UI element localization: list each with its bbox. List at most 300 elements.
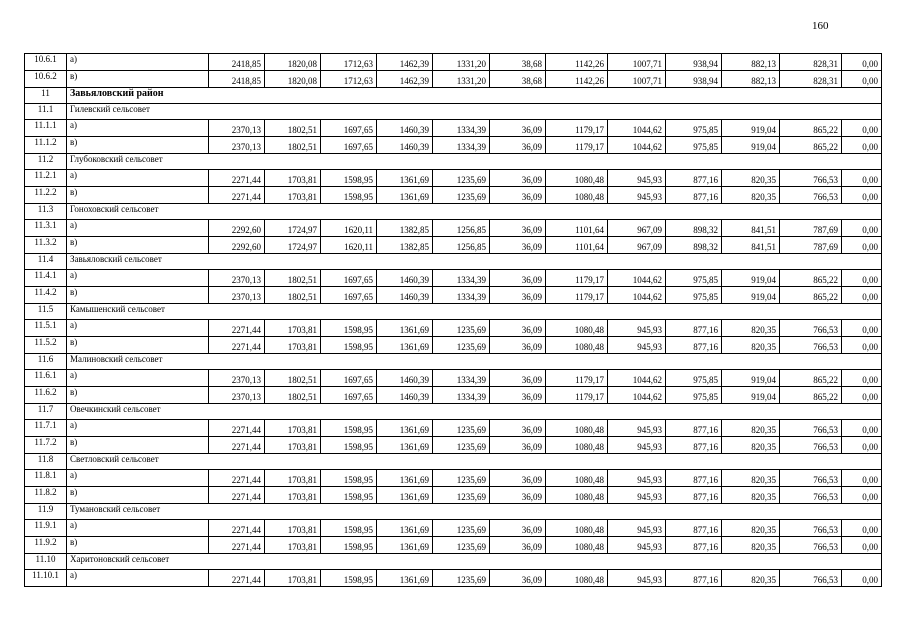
value-cell: 1598,95 [321, 337, 377, 354]
council-header-row [25, 554, 882, 570]
row-code: 11.6 [25, 354, 67, 370]
value-cell: 1802,51 [265, 387, 321, 404]
value-cell: 841,51 [722, 237, 780, 254]
value-cell: 1598,95 [321, 320, 377, 337]
value-cell: 1703,81 [265, 487, 321, 504]
value-cell: 1598,95 [321, 187, 377, 204]
value-cell: 919,04 [722, 270, 780, 287]
row-label: а) [67, 170, 209, 187]
value-cell: 919,04 [722, 387, 780, 404]
value-cell: 975,85 [666, 270, 722, 287]
value-cell: 36,09 [490, 437, 546, 454]
value-cell: 36,09 [490, 337, 546, 354]
table-row [25, 287, 882, 304]
value-cell: 898,32 [666, 237, 722, 254]
value-cell: 2271,44 [209, 437, 265, 454]
value-cell: 975,85 [666, 370, 722, 387]
row-code: 11.7.1 [25, 420, 67, 437]
value-cell: 865,22 [780, 370, 842, 387]
value-cell: 1460,39 [377, 387, 433, 404]
value-cell: 877,16 [666, 170, 722, 187]
value-cell: 1334,39 [433, 370, 490, 387]
table-row [25, 437, 882, 454]
value-cell: 1044,62 [608, 120, 666, 137]
row-code: 11.2 [25, 154, 67, 170]
row-label: в) [67, 287, 209, 304]
row-code: 11.5.2 [25, 337, 67, 354]
value-cell: 36,09 [490, 537, 546, 554]
value-cell: 1080,48 [546, 520, 608, 537]
value-cell: 0,00 [842, 487, 882, 504]
value-cell: 1334,39 [433, 120, 490, 137]
table-row [25, 54, 882, 71]
row-code: 11 [25, 88, 67, 104]
value-cell: 1080,48 [546, 570, 608, 587]
value-cell: 1620,11 [321, 220, 377, 237]
table-row [25, 71, 882, 88]
value-cell: 2271,44 [209, 420, 265, 437]
row-label: Завьяловский район [67, 88, 882, 104]
value-cell: 2370,13 [209, 120, 265, 137]
row-label: Малиновский сельсовет [67, 354, 882, 370]
table-row [25, 570, 882, 587]
row-label: а) [67, 570, 209, 587]
row-label: а) [67, 54, 209, 71]
value-cell: 36,09 [490, 187, 546, 204]
value-cell: 877,16 [666, 570, 722, 587]
row-label: Харитоновский сельсовет [67, 554, 882, 570]
value-cell: 2418,85 [209, 71, 265, 88]
row-label: в) [67, 237, 209, 254]
value-cell: 1703,81 [265, 570, 321, 587]
council-header-row [25, 504, 882, 520]
value-cell: 1235,69 [433, 570, 490, 587]
value-cell: 36,09 [490, 520, 546, 537]
value-cell: 1080,48 [546, 337, 608, 354]
row-label: в) [67, 437, 209, 454]
row-code: 11.1.1 [25, 120, 67, 137]
value-cell: 1697,65 [321, 287, 377, 304]
value-cell: 1598,95 [321, 170, 377, 187]
value-cell: 877,16 [666, 420, 722, 437]
table-row [25, 270, 882, 287]
row-code: 11.2.1 [25, 170, 67, 187]
row-code: 11.6.2 [25, 387, 67, 404]
value-cell: 1598,95 [321, 520, 377, 537]
row-code: 11.10.1 [25, 570, 67, 587]
value-cell: 36,09 [490, 220, 546, 237]
value-cell: 1703,81 [265, 537, 321, 554]
value-cell: 882,13 [722, 54, 780, 71]
table-row [25, 187, 882, 204]
value-cell: 1712,63 [321, 71, 377, 88]
value-cell: 841,51 [722, 220, 780, 237]
value-cell: 1703,81 [265, 320, 321, 337]
value-cell: 1235,69 [433, 520, 490, 537]
value-cell: 945,93 [608, 537, 666, 554]
row-code: 11.1 [25, 104, 67, 120]
value-cell: 1462,39 [377, 71, 433, 88]
council-header-row [25, 154, 882, 170]
row-code: 11.5.1 [25, 320, 67, 337]
table-row [25, 320, 882, 337]
value-cell: 0,00 [842, 387, 882, 404]
value-cell: 919,04 [722, 120, 780, 137]
value-cell: 1724,97 [265, 220, 321, 237]
row-code: 10.6.2 [25, 71, 67, 88]
table-row [25, 420, 882, 437]
value-cell: 820,35 [722, 170, 780, 187]
table-row [25, 470, 882, 487]
row-code: 11.7.2 [25, 437, 67, 454]
value-cell: 945,93 [608, 420, 666, 437]
value-cell: 1080,48 [546, 420, 608, 437]
value-cell: 2370,13 [209, 287, 265, 304]
value-cell: 1802,51 [265, 370, 321, 387]
value-cell: 0,00 [842, 337, 882, 354]
row-label: Тумановский сельсовет [67, 504, 882, 520]
row-label: а) [67, 320, 209, 337]
value-cell: 1361,69 [377, 487, 433, 504]
value-cell: 1598,95 [321, 437, 377, 454]
value-cell: 36,09 [490, 487, 546, 504]
value-cell: 36,09 [490, 420, 546, 437]
value-cell: 36,09 [490, 137, 546, 154]
value-cell: 975,85 [666, 387, 722, 404]
value-cell: 1331,20 [433, 71, 490, 88]
value-cell: 1460,39 [377, 137, 433, 154]
value-cell: 945,93 [608, 487, 666, 504]
value-cell: 967,09 [608, 237, 666, 254]
council-header-row [25, 204, 882, 220]
council-header-row [25, 104, 882, 120]
value-cell: 0,00 [842, 237, 882, 254]
value-cell: 1179,17 [546, 287, 608, 304]
value-cell: 766,53 [780, 437, 842, 454]
value-cell: 1334,39 [433, 137, 490, 154]
value-cell: 1724,97 [265, 237, 321, 254]
table-row [25, 487, 882, 504]
value-cell: 828,31 [780, 54, 842, 71]
row-code: 11.9 [25, 504, 67, 520]
value-cell: 2271,44 [209, 487, 265, 504]
council-header-row [25, 404, 882, 420]
value-cell: 1703,81 [265, 520, 321, 537]
value-cell: 1460,39 [377, 287, 433, 304]
value-cell: 1697,65 [321, 387, 377, 404]
value-cell: 938,94 [666, 71, 722, 88]
table-row [25, 120, 882, 137]
value-cell: 877,16 [666, 487, 722, 504]
row-label: в) [67, 487, 209, 504]
council-header-row [25, 254, 882, 270]
value-cell: 1256,85 [433, 237, 490, 254]
value-cell: 1820,08 [265, 54, 321, 71]
value-cell: 820,35 [722, 520, 780, 537]
row-label: в) [67, 187, 209, 204]
value-cell: 0,00 [842, 187, 882, 204]
value-cell: 820,35 [722, 320, 780, 337]
value-cell: 1331,20 [433, 54, 490, 71]
value-cell: 766,53 [780, 420, 842, 437]
row-label: Гилевский сельсовет [67, 104, 882, 120]
row-label: Гоноховский сельсовет [67, 204, 882, 220]
value-cell: 38,68 [490, 71, 546, 88]
table-row [25, 170, 882, 187]
value-cell: 766,53 [780, 170, 842, 187]
row-label: Глубоковский сельсовет [67, 154, 882, 170]
value-cell: 820,35 [722, 337, 780, 354]
value-cell: 1703,81 [265, 187, 321, 204]
value-cell: 787,69 [780, 237, 842, 254]
value-cell: 2271,44 [209, 337, 265, 354]
value-cell: 877,16 [666, 187, 722, 204]
value-cell: 945,93 [608, 170, 666, 187]
value-cell: 36,09 [490, 387, 546, 404]
value-cell: 0,00 [842, 170, 882, 187]
value-cell: 1080,48 [546, 170, 608, 187]
value-cell: 0,00 [842, 437, 882, 454]
value-cell: 2418,85 [209, 54, 265, 71]
page-number: 160 [812, 20, 829, 32]
value-cell: 820,35 [722, 570, 780, 587]
row-code: 11.8.2 [25, 487, 67, 504]
value-cell: 945,93 [608, 520, 666, 537]
table-body [25, 54, 882, 587]
value-cell: 1382,85 [377, 220, 433, 237]
value-cell: 1361,69 [377, 187, 433, 204]
value-cell: 1697,65 [321, 137, 377, 154]
row-code: 11.3.1 [25, 220, 67, 237]
value-cell: 1462,39 [377, 54, 433, 71]
value-cell: 1703,81 [265, 470, 321, 487]
value-cell: 1334,39 [433, 387, 490, 404]
value-cell: 1703,81 [265, 337, 321, 354]
value-cell: 0,00 [842, 520, 882, 537]
value-cell: 1044,62 [608, 137, 666, 154]
value-cell: 1361,69 [377, 437, 433, 454]
row-code: 11.2.2 [25, 187, 67, 204]
value-cell: 1361,69 [377, 537, 433, 554]
value-cell: 0,00 [842, 287, 882, 304]
value-cell: 1712,63 [321, 54, 377, 71]
row-code: 11.7 [25, 404, 67, 420]
value-cell: 1598,95 [321, 537, 377, 554]
value-cell: 36,09 [490, 120, 546, 137]
value-cell: 919,04 [722, 137, 780, 154]
row-label: а) [67, 120, 209, 137]
table-row [25, 220, 882, 237]
value-cell: 1142,26 [546, 54, 608, 71]
value-cell: 1460,39 [377, 370, 433, 387]
row-label: Светловский сельсовет [67, 454, 882, 470]
row-code: 11.10 [25, 554, 67, 570]
value-cell: 898,32 [666, 220, 722, 237]
value-cell: 38,68 [490, 54, 546, 71]
row-label: а) [67, 220, 209, 237]
value-cell: 1598,95 [321, 487, 377, 504]
value-cell: 0,00 [842, 71, 882, 88]
value-cell: 1044,62 [608, 270, 666, 287]
value-cell: 1007,71 [608, 71, 666, 88]
value-cell: 945,93 [608, 437, 666, 454]
value-cell: 865,22 [780, 270, 842, 287]
value-cell: 1235,69 [433, 470, 490, 487]
value-cell: 1235,69 [433, 537, 490, 554]
value-cell: 1361,69 [377, 337, 433, 354]
row-label: а) [67, 470, 209, 487]
table-row [25, 137, 882, 154]
row-code: 11.9.1 [25, 520, 67, 537]
value-cell: 1697,65 [321, 370, 377, 387]
value-cell: 967,09 [608, 220, 666, 237]
value-cell: 1044,62 [608, 387, 666, 404]
value-cell: 36,09 [490, 237, 546, 254]
row-code: 10.6.1 [25, 54, 67, 71]
value-cell: 36,09 [490, 370, 546, 387]
row-label: Овечкинский сельсовет [67, 404, 882, 420]
row-code: 11.6.1 [25, 370, 67, 387]
row-label: в) [67, 537, 209, 554]
value-cell: 1179,17 [546, 137, 608, 154]
value-cell: 766,53 [780, 187, 842, 204]
row-code: 11.4 [25, 254, 67, 270]
table-row [25, 337, 882, 354]
value-cell: 919,04 [722, 287, 780, 304]
value-cell: 0,00 [842, 137, 882, 154]
value-cell: 1235,69 [433, 170, 490, 187]
row-code: 11.9.2 [25, 537, 67, 554]
value-cell: 1179,17 [546, 387, 608, 404]
tariff-table [24, 53, 882, 587]
value-cell: 1179,17 [546, 370, 608, 387]
value-cell: 0,00 [842, 320, 882, 337]
value-cell: 865,22 [780, 137, 842, 154]
value-cell: 1598,95 [321, 470, 377, 487]
value-cell: 865,22 [780, 120, 842, 137]
value-cell: 1802,51 [265, 287, 321, 304]
value-cell: 1334,39 [433, 287, 490, 304]
value-cell: 2370,13 [209, 270, 265, 287]
value-cell: 36,09 [490, 470, 546, 487]
value-cell: 820,35 [722, 537, 780, 554]
value-cell: 1080,48 [546, 470, 608, 487]
value-cell: 2271,44 [209, 170, 265, 187]
table-row [25, 387, 882, 404]
value-cell: 1235,69 [433, 337, 490, 354]
value-cell: 2292,60 [209, 237, 265, 254]
value-cell: 820,35 [722, 187, 780, 204]
value-cell: 2370,13 [209, 370, 265, 387]
value-cell: 0,00 [842, 370, 882, 387]
row-label: а) [67, 520, 209, 537]
value-cell: 787,69 [780, 220, 842, 237]
value-cell: 865,22 [780, 387, 842, 404]
value-cell: 0,00 [842, 420, 882, 437]
value-cell: 36,09 [490, 270, 546, 287]
value-cell: 945,93 [608, 470, 666, 487]
value-cell: 820,35 [722, 420, 780, 437]
value-cell: 1361,69 [377, 420, 433, 437]
value-cell: 1598,95 [321, 420, 377, 437]
value-cell: 1044,62 [608, 287, 666, 304]
value-cell: 0,00 [842, 270, 882, 287]
value-cell: 877,16 [666, 437, 722, 454]
value-cell: 0,00 [842, 470, 882, 487]
value-cell: 766,53 [780, 320, 842, 337]
row-code: 11.4.2 [25, 287, 67, 304]
value-cell: 877,16 [666, 320, 722, 337]
value-cell: 975,85 [666, 287, 722, 304]
district-header-row [25, 88, 882, 104]
value-cell: 1235,69 [433, 420, 490, 437]
value-cell: 1080,48 [546, 320, 608, 337]
row-label: в) [67, 387, 209, 404]
value-cell: 1460,39 [377, 270, 433, 287]
table-row [25, 370, 882, 387]
row-label: в) [67, 137, 209, 154]
value-cell: 766,53 [780, 487, 842, 504]
value-cell: 1080,48 [546, 437, 608, 454]
value-cell: 877,16 [666, 520, 722, 537]
value-cell: 877,16 [666, 537, 722, 554]
value-cell: 1802,51 [265, 270, 321, 287]
value-cell: 1703,81 [265, 170, 321, 187]
row-code: 11.5 [25, 304, 67, 320]
value-cell: 1820,08 [265, 71, 321, 88]
value-cell: 1235,69 [433, 437, 490, 454]
value-cell: 882,13 [722, 71, 780, 88]
value-cell: 820,35 [722, 487, 780, 504]
value-cell: 1080,48 [546, 187, 608, 204]
value-cell: 0,00 [842, 570, 882, 587]
value-cell: 36,09 [490, 287, 546, 304]
value-cell: 0,00 [842, 537, 882, 554]
value-cell: 1802,51 [265, 137, 321, 154]
value-cell: 820,35 [722, 470, 780, 487]
value-cell: 1598,95 [321, 570, 377, 587]
value-cell: 1703,81 [265, 420, 321, 437]
value-cell: 1361,69 [377, 520, 433, 537]
value-cell: 1703,81 [265, 437, 321, 454]
value-cell: 945,93 [608, 187, 666, 204]
value-cell: 0,00 [842, 54, 882, 71]
value-cell: 1802,51 [265, 120, 321, 137]
value-cell: 766,53 [780, 520, 842, 537]
value-cell: 945,93 [608, 320, 666, 337]
row-label: а) [67, 420, 209, 437]
council-header-row [25, 304, 882, 320]
value-cell: 1256,85 [433, 220, 490, 237]
value-cell: 1007,71 [608, 54, 666, 71]
value-cell: 1460,39 [377, 120, 433, 137]
value-cell: 1697,65 [321, 120, 377, 137]
value-cell: 766,53 [780, 470, 842, 487]
value-cell: 975,85 [666, 120, 722, 137]
table-row [25, 237, 882, 254]
row-label: Камышенский сельсовет [67, 304, 882, 320]
council-header-row [25, 354, 882, 370]
value-cell: 1235,69 [433, 320, 490, 337]
value-cell: 2271,44 [209, 520, 265, 537]
value-cell: 919,04 [722, 370, 780, 387]
row-code: 11.8 [25, 454, 67, 470]
value-cell: 0,00 [842, 120, 882, 137]
value-cell: 865,22 [780, 287, 842, 304]
value-cell: 36,09 [490, 320, 546, 337]
value-cell: 1361,69 [377, 470, 433, 487]
value-cell: 36,09 [490, 170, 546, 187]
